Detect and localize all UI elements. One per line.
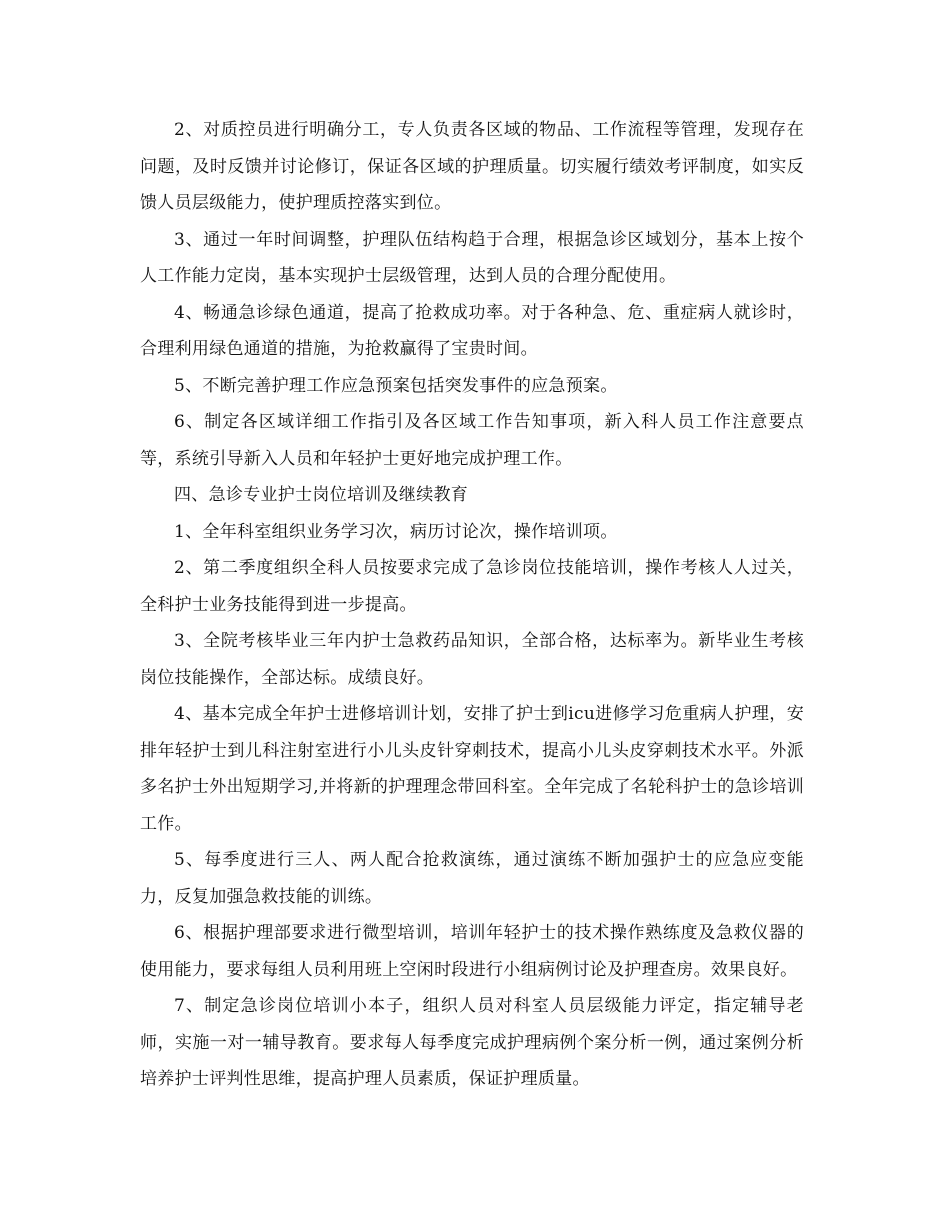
paragraph-team-structure: 3、通过一年时间调整，护理队伍结构趋于合理，根据急诊区域划分，基本上按个人工作能力定岗，基本实现护士层级管理，达到人员的合理分配使用。 [140, 229, 804, 286]
section-heading-training: 四、急诊专业护士岗位培训及继续教育 [174, 485, 469, 505]
paragraph-rescue-drills: 5、每季度进行三人、两人配合抢救演练，通过演练不断加强护士的应急应变能力，反复加强急救技能的训练。 [140, 850, 804, 907]
paragraph-green-channel: 4、畅通急诊绿色通道，提高了抢救成功率。对于各种急、危、重症病人就诊时，合理利用绿色通道的措施，为抢救赢得了宝贵时间。 [140, 302, 804, 359]
document-body [140, 112, 804, 1098]
paragraph-assessment: 3、全院考核毕业三年内护士急救药品知识，全部合格，达标率为。新毕业生考核岗位技能操作，全部达标。成绩良好。 [140, 631, 804, 688]
paragraph-emergency-plan: 5、不断完善护理工作应急预案包括突发事件的应急预案。 [174, 375, 618, 396]
paragraph-micro-training: 6、根据护理部要求进行微型培训，培训年轻护士的技术操作熟练度及急救仪器的使用能力，要求每组人员利用班上空闲时段进行小组病例讨论及护理查房。效果良好。 [140, 923, 804, 980]
paragraph-study-sessions: 1、全年科室组织业务学习次，病历讨论次，操作培训项。 [174, 521, 618, 542]
paragraph-work-guidelines: 6、制定各区域详细工作指引及各区域工作告知事项，新入科人员工作注意要点等，系统引导新入人员和年轻护士更好地完成护理工作。 [140, 412, 804, 469]
paragraph-advanced-training: 4、基本完成全年护士进修培训计划，安排了护士到icu进修学习危重病人护理，安排年轻护士到儿科注射室进行小儿头皮针穿刺技术，提高小儿头皮穿刺技术水平。外派多名护士外出短期学习,并将新的护理理念带回科室。全年完成了名轮科护士的急诊培训工作。 [140, 704, 804, 834]
paragraph-skill-training: 2、第二季度组织全科人员按要求完成了急诊岗位技能培训，操作考核人人过关，全科护士业务技能得到进一步提高。 [140, 558, 804, 615]
paragraph-quality-control-division: 2、对质控员进行明确分工，专人负责各区域的物品、工作流程等管理，发现存在问题，及时反馈并讨论修订，保证各区域的护理质量。切实履行绩效考评制度，如实反馈人员层级能力，使护理质控落实到位。 [140, 120, 804, 213]
paragraph-mentoring: 7、制定急诊岗位培训小本子，组织人员对科室人员层级能力评定，指定辅导老师，实施一对一辅导教育。要求每人每季度完成护理病例个案分析一例，通过案例分析培养护士评判性思维，提高护理人员素质，保证护理质量。 [140, 996, 804, 1089]
